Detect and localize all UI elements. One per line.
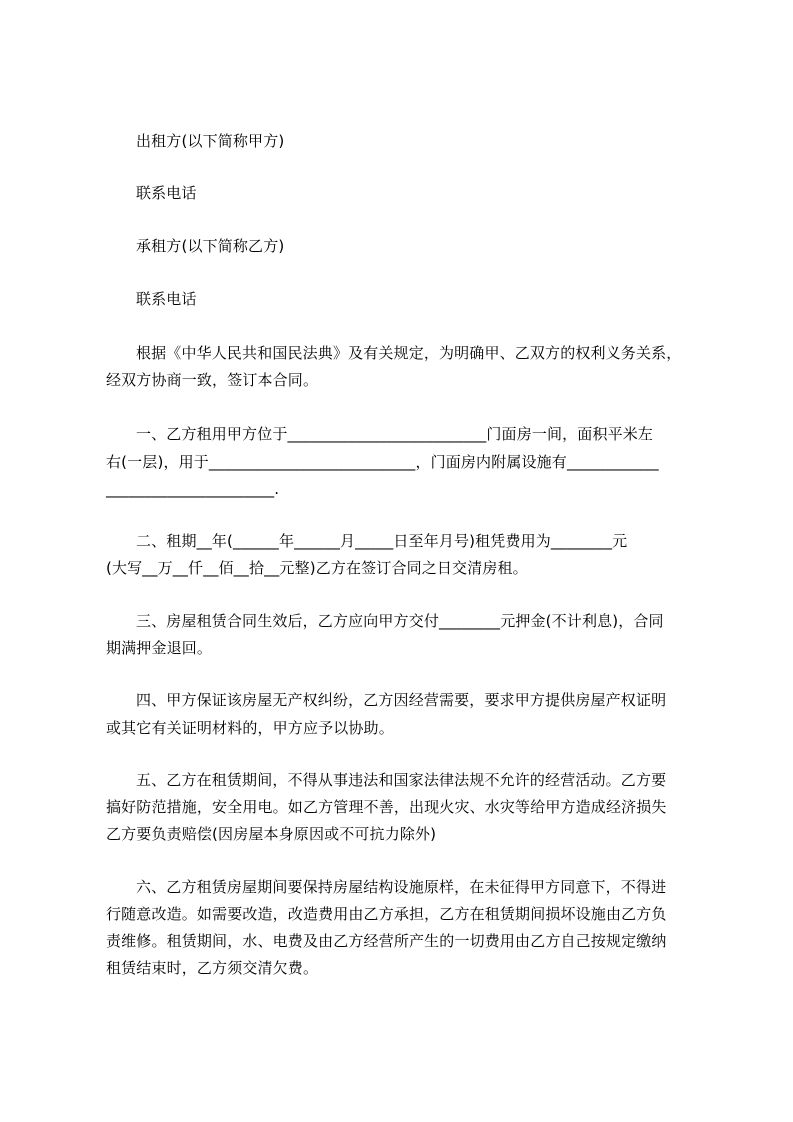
lessor-label: 出租方(以下简称甲方) (136, 132, 285, 150)
paragraph-line: ______________________. (106, 480, 280, 498)
paragraph-line: 一、乙方租用甲方位于__________________________门面房一间，面积平米左 (136, 425, 654, 443)
paragraph-line: 三、房屋租赁合同生效后，乙方应向甲方交付________元押金(不计利息)，合同 (136, 612, 664, 630)
paragraph-line: 经双方协商一致，签订本合同。 (106, 371, 319, 389)
paragraph-line: 乙方要负责赔偿(因房屋本身原因或不可抗力除外) (106, 825, 437, 843)
paragraph-line: 责维修。租赁期间，水、电费及由乙方经营所产生的一切费用由乙方自己按规定缴纳 (106, 932, 667, 950)
paragraph-line: 或其它有关证明材料的，甲方应予以协助。 (106, 719, 394, 737)
paragraph-line: 四、甲方保证该房屋无产权纠纷，乙方因经营需要，要求甲方提供房屋产权证明 (136, 691, 667, 709)
paragraph-line: 行随意改造。如需要改造，改造费用由乙方承担，乙方在租赁期间损坏设施由乙方负 (106, 905, 667, 923)
lessee-phone-label: 联系电话 (136, 290, 197, 308)
lessor-phone-label: 联系电话 (136, 184, 197, 202)
paragraph-line: 搞好防范措施，安全用电。如乙方管理不善，出现火灾、水灾等给甲方造成经济损失 (106, 798, 667, 816)
paragraph-line: 根据《中华人民共和国民法典》及有关规定，为明确甲、乙双方的权利义务关系， (136, 344, 682, 362)
paragraph-line: 二、租期__年(______年______月_____日至年月号)租凭费用为________元 (136, 532, 628, 550)
paragraph-line: 六、乙方租赁房屋期间要保持房屋结构设施原样，在未征得甲方同意下，不得进 (136, 878, 667, 896)
paragraph-line: 右(一层)，用于___________________________，门面房内附属设施有____________ (106, 453, 659, 471)
paragraph-line: (大写__万__仟__佰__拾__元整)乙方在签订合同之日交清房租。 (106, 559, 528, 577)
lessee-label: 承租方(以下简称乙方) (136, 237, 285, 255)
paragraph-line: 期满押金退回。 (106, 639, 213, 657)
paragraph-line: 五、乙方在租赁期间，不得从事违法和国家法律法规不允许的经营活动。乙方要 (136, 771, 667, 789)
paragraph-line: 租赁结束时，乙方须交清欠费。 (106, 959, 319, 977)
